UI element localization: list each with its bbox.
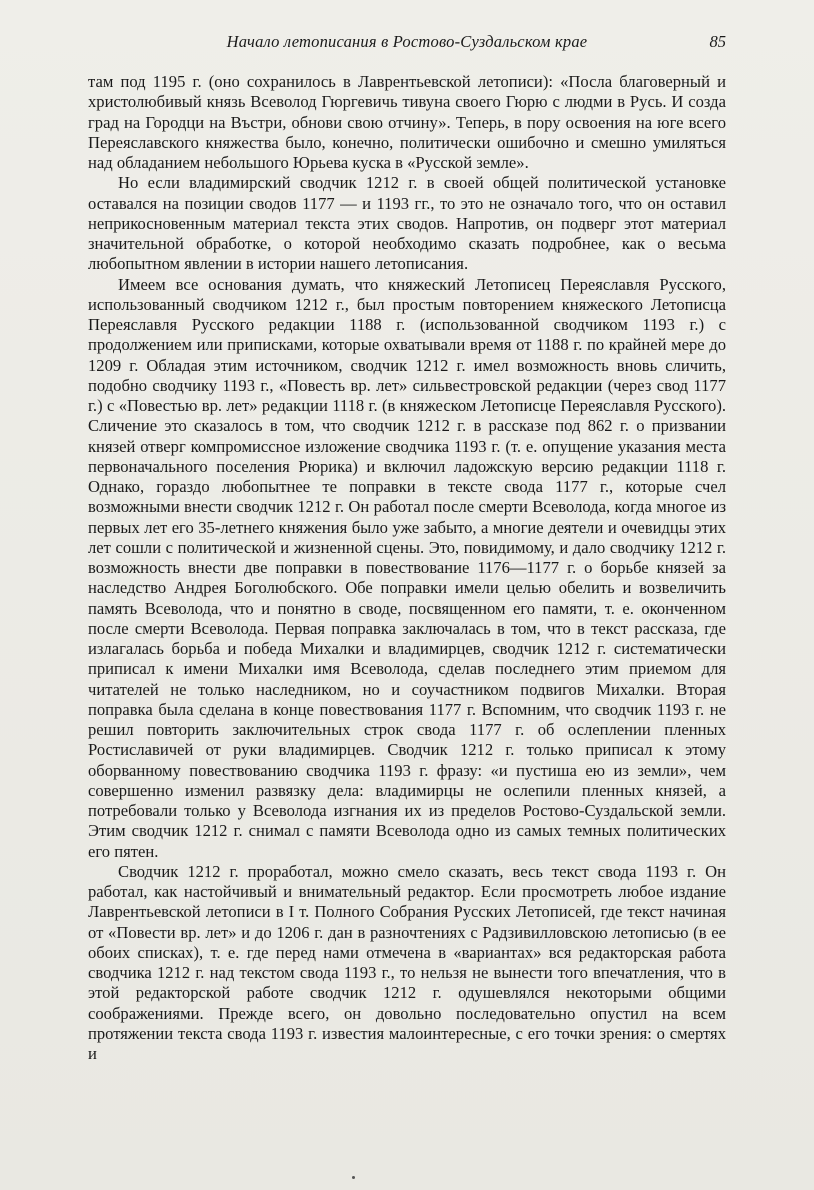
running-title: Начало летописания в Ростово-Суздальском крае <box>226 32 588 51</box>
paragraph: Но если владимирский сводчик 1212 г. в своей общей политической установке оставался на позиции сводов 1177 — и 1193 гг., то это не означало того, что он оставил неприкосновенным материал текста этих сводов. Напротив, он подверг этот материал значительной обработке, о которой необходимо сказать подробнее, как о весьма любопытном явлении в истории нашего летописания. <box>88 173 726 274</box>
page-number: 85 <box>709 32 726 51</box>
paragraph: Сводчик 1212 г. проработал, можно смело сказать, весь текст свода 1193 г. Он работал, как настойчивый и внимательный редактор. Если просмотреть любое издание Лаврентьевской летописи в I т. Полного Собрания Русских Летописей, где текст начиная от «Повести вр. лет» и до 1206 г. дан в разночтениях с Радзивилловскою летописью (в ее обоих списках), т. е. где перед нами отмечена в «вариантах» вся редакторская работа сводчика 1212 г. над текстом свода 1193 г., то нельзя не вынести того впечатления, что в этой редакторской работе сводчик 1212 г. одушевлялся некоторыми общими соображениями. Прежде всего, он довольно последовательно опустил на всем протяжении текста свода 1193 г. известия малоинтересные, с его точки зрения: о смертях и <box>88 861 726 1063</box>
page-header <box>88 32 726 60</box>
body-text <box>88 72 726 1064</box>
paragraph: Имеем все основания думать, что княжеский Летописец Переяславля Русского, использованный сводчиком 1212 г., был простым повторением княжеского Летописца Переяславля Русского редакции 1188 г. (использованной сводчиком 1193 г.) с продолжением или приписками, которые охватывали время от 1188 г. по крайней мере до 1209 г. Обладая этим источником, сводчик 1212 г. имел возможность вновь сличить, подобно сводчику 1193 г., «Повесть вр. лет» сильвестровской редакции (через свод 1177 г.) с «Повестью вр. лет» редакции 1118 г. (в княжеском Летописце Переяславля Русского). Сличение это сказалось в том, что сводчик 1212 г. в рассказе под 862 г. о призвании князей отверг компромиссное изложение сводчика 1193 г. (т. е. опущение указания места первоначального поселения Рюрика) и включил ладожскую версию редакции 1118 г. Однако, гораздо любопытнее те поправки в тексте свода 1177 г., которые счел возможными внести сводчик 1212 г. Он работал после смерти Всеволода, когда многое из первых лет его 35-летнего княжения было уже забыто, а многие деятели и очевидцы этих лет сошли с политической и жизненной сцены. Это, повидимому, и дало сводчику 1212 г. возможность внести две поправки в повествование 1176—1177 г. о борьбе князей за наследство Андрея Боголюбского. Обе поправки имели целью обелить и возвеличить память Всеволода, что и понятно в своде, посвященном его памяти, т. е. оконченном после смерти Всеволода. Первая поправка заключалась в том, что в текст рассказа, где излагалась борьба и победа Михалки и владимирцев, сводчик 1212 г. систематически приписал к имени Михалки имя Всеволода, сделав последнего этим приемом для читателей не только наследником, но и соучастником подвигов Михалки. Вторая поправка была сделана в конце повествования 1177 г. Вспомним, что сводчик 1193 г. не решил повторить заключительных строк свода 1177 г. об ослеплении пленных Ростиславичей от руки владимирцев. Сводчик 1212 г. только приписал к этому оборванному повествованию сводчика 1193 г. фразу: «и пустиша ею из земли», чем совершенно изменил развязку дела: владимирцы не ослепили пленных князей, а потребовали только у Всеволода изгнания их из пределов Ростово-Суздальской земли. Этим сводчик 1212 г. снимал с памяти Всеволода одно из самых темных политических его пятен. <box>88 274 726 861</box>
print-speck <box>352 1176 355 1179</box>
paragraph: там под 1195 г. (оно сохранилось в Лаврентьевской летописи): «Посла благоверный и христолюбивый князь Всеволод Гюргевичь тивуна своего Гюрю с людми в Русь. И созда град на Городци на Въстри, обнови свою отчину». Теперь, в пору освоения на юге всего Переяславского княжества было, конечно, политически ошибочно и смешно умиляться над обладанием небольшого Юрьева куска в «Русской земле». <box>88 72 726 172</box>
